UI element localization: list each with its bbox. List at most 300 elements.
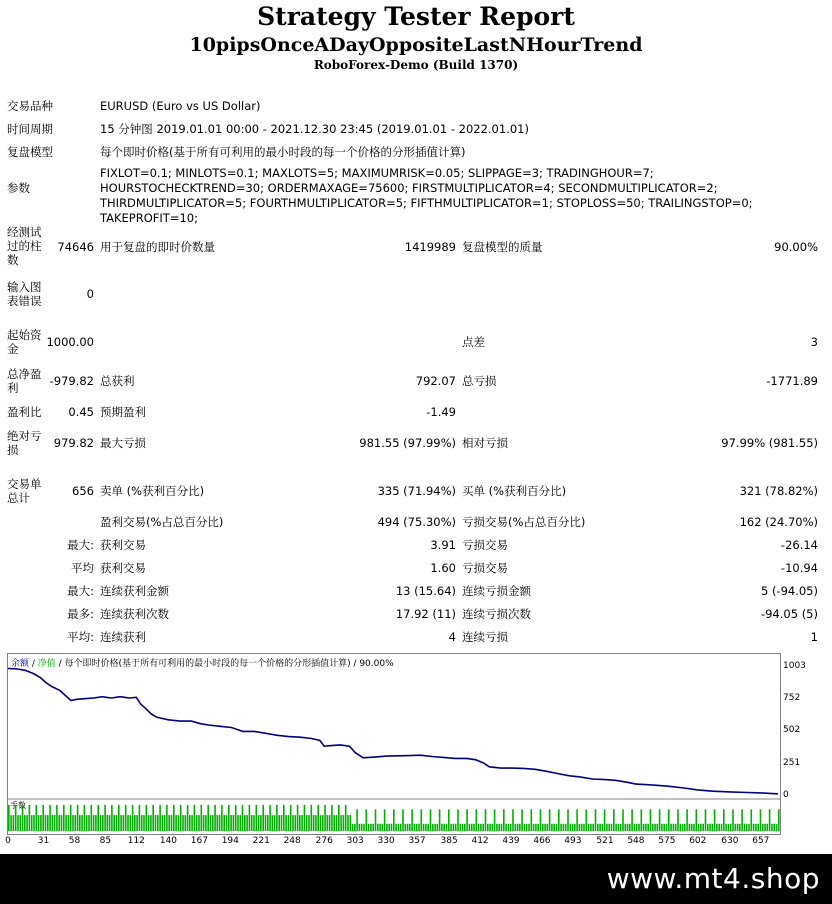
lots-bar	[638, 824, 640, 831]
lots-bar	[91, 805, 93, 831]
lots-bar	[178, 815, 180, 831]
most-prefix: 最多:	[67, 607, 94, 621]
lots-bar	[288, 815, 290, 831]
lots-bar	[448, 809, 450, 831]
lots-bar	[581, 824, 583, 831]
lots-bar	[262, 805, 264, 831]
lots-bar	[659, 809, 661, 831]
lots-bar	[496, 824, 498, 831]
lots-bar	[460, 824, 462, 831]
lots-bar	[629, 824, 631, 831]
lots-bar	[251, 815, 253, 831]
lots-bar	[700, 824, 702, 831]
lots-bar	[411, 809, 413, 831]
lots-bar	[95, 815, 97, 831]
lots-bar	[127, 815, 129, 831]
lots-bar	[572, 824, 574, 831]
lots-bar	[375, 809, 377, 831]
long-label: 买单 (%获利百分比)	[462, 484, 567, 498]
lots-bar	[134, 815, 136, 831]
lots-bar	[49, 805, 51, 831]
lots-bar	[503, 809, 505, 831]
lots-bar	[705, 809, 707, 831]
expert-name: 10pipsOnceADayOppositeLastNHourTrend	[189, 34, 643, 56]
most-consec-win-value: 17.92 (11)	[395, 607, 456, 621]
lots-bar	[698, 824, 700, 831]
lots-bars	[8, 805, 780, 831]
symbol-value: EURUSD (Euro vs US Dollar)	[100, 99, 261, 113]
lots-bar	[592, 824, 594, 831]
lots-bar	[93, 815, 95, 831]
lots-bar	[737, 824, 739, 831]
lots-bar	[558, 809, 560, 831]
lots-bar	[625, 824, 627, 831]
lots-bar	[29, 805, 31, 831]
lots-bar	[56, 805, 58, 831]
lots-bar	[714, 809, 716, 831]
lots-bar	[556, 824, 558, 831]
lots-bar	[265, 815, 267, 831]
lots-bar	[579, 824, 581, 831]
lots-bar	[670, 824, 672, 831]
lots-bar	[597, 824, 599, 831]
lots-bar	[24, 815, 26, 831]
lots-bar	[237, 815, 239, 831]
lots-bar	[331, 805, 333, 831]
lots-bar	[26, 815, 28, 831]
lots-bar	[20, 815, 22, 831]
lots-bar	[356, 809, 358, 831]
spread-value: 3	[810, 335, 818, 349]
lots-bar	[386, 824, 388, 831]
lots-bar	[42, 805, 44, 831]
win-value: 494 (75.30%)	[377, 515, 456, 529]
lots-bar	[492, 824, 494, 831]
lots-bar	[677, 809, 679, 831]
ticks-value: 1419989	[404, 240, 456, 254]
x-tick-label: 548	[627, 836, 645, 846]
lots-bar	[187, 805, 189, 831]
abs-dd-value: 979.82	[53, 436, 94, 450]
lots-bar	[17, 815, 19, 831]
lots-bar	[553, 824, 555, 831]
lots-bar	[320, 815, 322, 831]
x-tick-label: 602	[689, 836, 707, 846]
largest-prefix: 最大:	[67, 538, 94, 552]
avg-prefix: 平均	[71, 561, 94, 575]
lots-bar	[521, 809, 523, 831]
deposit-value: 1000.00	[46, 335, 94, 349]
lots-bar	[372, 824, 374, 831]
most-consec-loss-value: -94.05 (5)	[760, 607, 818, 621]
lots-bar	[414, 824, 416, 831]
lots-bar	[446, 824, 448, 831]
lots-bar	[636, 824, 638, 831]
pf-value: 0.45	[68, 405, 94, 419]
legend-balance: 余额	[11, 659, 30, 669]
lots-bar	[150, 815, 152, 831]
lots-bar	[716, 824, 718, 831]
lots-bar	[354, 824, 356, 831]
lots-bar	[599, 824, 601, 831]
bars-value: 74646	[57, 240, 94, 254]
lots-bar	[462, 824, 464, 831]
lots-bar	[455, 824, 457, 831]
lots-bar	[583, 824, 585, 831]
lots-bar	[744, 824, 746, 831]
lots-bar	[292, 815, 294, 831]
lots-bar	[377, 824, 379, 831]
lots-bar	[65, 815, 67, 831]
lots-bar	[329, 815, 331, 831]
lots-bar	[315, 815, 317, 831]
lots-bar	[180, 805, 182, 831]
lots-bar	[47, 815, 49, 831]
mismatch-value: 0	[86, 287, 94, 301]
lots-bar	[361, 824, 363, 831]
lots-bar	[487, 824, 489, 831]
lots-bar	[256, 805, 258, 831]
lots-bar	[631, 809, 633, 831]
lots-bar	[276, 805, 278, 831]
lots-bar	[718, 824, 720, 831]
lots-bar	[221, 805, 223, 831]
lots-bar	[533, 824, 535, 831]
lots-bar	[673, 824, 675, 831]
lots-bar	[771, 824, 773, 831]
lots-bar	[75, 815, 77, 831]
max-dd-value: 981.55 (97.99%)	[359, 436, 456, 450]
lots-bar	[240, 815, 242, 831]
lots-bar	[194, 805, 196, 831]
lots-bar	[778, 809, 780, 831]
lots-bar	[613, 809, 615, 831]
lots-bar	[748, 824, 750, 831]
lots-bar	[645, 824, 647, 831]
lots-bar	[439, 809, 441, 831]
lots-bar	[643, 824, 645, 831]
lots-bar	[650, 809, 652, 831]
lots-bar	[196, 815, 198, 831]
x-tick-label: 167	[190, 836, 208, 846]
max-consec-loss-label: 连续亏损金额	[462, 584, 531, 598]
lots-bar	[469, 824, 471, 831]
gross-loss-value: -1771.89	[766, 374, 818, 388]
lots-bar	[226, 815, 228, 831]
lots-bar	[159, 805, 161, 831]
lots-bar	[405, 824, 407, 831]
lots-bar	[661, 824, 663, 831]
lots-bar	[485, 809, 487, 831]
lots-bar	[297, 805, 299, 831]
lots-bar	[586, 809, 588, 831]
lots-bar	[441, 824, 443, 831]
lots-bar	[324, 805, 326, 831]
lots-bar	[515, 824, 517, 831]
y-tick-label: 752	[783, 693, 801, 704]
lots-bar	[769, 809, 771, 831]
loss-value: 162 (24.70%)	[739, 515, 818, 529]
avg-loss-label: 亏损交易	[462, 561, 508, 575]
lots-bar	[757, 824, 759, 831]
lots-bar	[480, 824, 482, 831]
lots-bar	[437, 824, 439, 831]
lots-bar	[423, 824, 425, 831]
lots-bar	[269, 805, 271, 831]
lots-bar	[70, 805, 72, 831]
lots-bar	[611, 824, 613, 831]
lots-bar	[132, 805, 134, 831]
lots-bar	[278, 815, 280, 831]
lots-bar	[81, 815, 83, 831]
lots-bar	[162, 815, 164, 831]
lots-bar	[549, 809, 551, 831]
lots-bar	[680, 824, 682, 831]
lots-bar	[382, 824, 384, 831]
lots-bar	[219, 815, 221, 831]
lots-bar	[322, 815, 324, 831]
lots-bar	[299, 815, 301, 831]
lots-bar	[684, 824, 686, 831]
lots-bar	[88, 815, 90, 831]
lots-bar	[317, 805, 319, 831]
lots-bar	[517, 824, 519, 831]
lots-bar	[393, 809, 395, 831]
lots-bar	[58, 815, 60, 831]
lots-bar	[120, 815, 122, 831]
lots-bar	[478, 824, 480, 831]
lots-bar	[730, 824, 732, 831]
lots-bar	[198, 815, 200, 831]
lots-bar	[588, 824, 590, 831]
lots-bar	[340, 815, 342, 831]
lots-bar	[508, 824, 510, 831]
lots-bar	[604, 809, 606, 831]
lots-bar	[283, 805, 285, 831]
lots-bar	[201, 805, 203, 831]
model-value: 每个即时价格(基于所有可利用的最小时段的每一个价格的分形插值计算)	[100, 145, 466, 159]
x-tick-label: 303	[346, 836, 364, 846]
lots-bar	[352, 824, 354, 831]
lots-bar	[84, 805, 86, 831]
lots-bar	[370, 824, 372, 831]
avg-consec-prefix: 平均:	[67, 630, 94, 644]
lots-bar	[606, 824, 608, 831]
lots-bar	[152, 805, 154, 831]
y-tick-label: 1003	[783, 661, 806, 671]
lots-bar	[157, 815, 159, 831]
lots-bar	[38, 815, 40, 831]
lots-bar	[207, 805, 209, 831]
lots-bar	[333, 815, 335, 831]
x-tick-label: 630	[721, 836, 739, 846]
balance-chart-svg	[8, 654, 780, 834]
lots-bar	[102, 815, 104, 831]
lots-bar	[33, 815, 35, 831]
largest-win-value: 3.91	[430, 538, 456, 552]
short-value: 335 (71.94%)	[377, 484, 456, 498]
lots-bar	[336, 815, 338, 831]
lots-bar	[77, 805, 79, 831]
lots-bar	[416, 824, 418, 831]
legend-equity: 净值	[37, 659, 56, 669]
lots-bar	[86, 815, 88, 831]
lots-bar	[524, 824, 526, 831]
lots-bar	[311, 805, 313, 831]
largest-loss-value: -26.14	[780, 538, 818, 552]
lots-bar	[253, 815, 255, 831]
lots-bar	[125, 805, 127, 831]
footer-bar	[0, 854, 832, 904]
x-tick-label: 248	[283, 836, 301, 846]
lots-bar	[537, 824, 539, 831]
lots-bar	[214, 805, 216, 831]
lots-bar	[146, 805, 148, 831]
lots-bar	[368, 824, 370, 831]
bars-label: 经测试过的柱数	[7, 225, 42, 267]
lots-bar	[242, 805, 244, 831]
trades-value: 656	[72, 484, 94, 498]
avg-win-label: 获利交易	[100, 561, 146, 575]
lots-bar	[191, 815, 193, 831]
lots-bar	[100, 815, 102, 831]
max-consec-loss-value: 5 (-94.05)	[760, 584, 818, 598]
lots-bar	[425, 824, 427, 831]
y-tick-label: 502	[783, 725, 801, 736]
lots-bar	[260, 815, 262, 831]
lots-bar	[109, 815, 111, 831]
lots-bar	[590, 824, 592, 831]
x-tick-label: 330	[377, 836, 395, 846]
lots-bar	[618, 824, 620, 831]
lots-bar	[432, 824, 434, 831]
most-consec-loss-label: 连续亏损次数	[462, 607, 531, 621]
abs-dd-label: 绝对亏损	[7, 429, 42, 457]
lots-bar	[301, 815, 303, 831]
lots-bar	[739, 824, 741, 831]
lots-bar	[10, 815, 12, 831]
lots-bar	[212, 815, 214, 831]
lots-bar	[443, 824, 445, 831]
lots-bar	[691, 824, 693, 831]
lots-bar	[634, 824, 636, 831]
most-consec-win-label: 连续获利次数	[100, 607, 169, 621]
lots-bar	[189, 815, 191, 831]
x-tick-label: 221	[252, 836, 270, 846]
quality-label: 复盘模型的质量	[462, 240, 543, 254]
y-tick-label: 251	[783, 757, 801, 768]
lots-bar	[104, 805, 106, 831]
lots-bar	[712, 824, 714, 831]
lots-bar	[54, 815, 56, 831]
lots-bar	[175, 815, 177, 831]
lots-bar	[725, 824, 727, 831]
lots-bar	[233, 815, 235, 831]
lots-bar	[620, 824, 622, 831]
lots-bar	[13, 815, 15, 831]
lots-bar	[118, 805, 120, 831]
lots-bar	[366, 809, 368, 831]
lots-bar	[223, 815, 225, 831]
lots-bar	[182, 815, 184, 831]
lots-bar	[498, 824, 500, 831]
payoff-value: -1.49	[426, 405, 456, 419]
lots-bar	[547, 824, 549, 831]
lots-bar	[675, 824, 677, 831]
lots-bar	[111, 805, 113, 831]
lots-bar	[327, 815, 329, 831]
lots-bar	[139, 805, 141, 831]
max-dd-label: 最大亏损	[100, 436, 146, 450]
x-tick-label: 493	[564, 836, 582, 846]
lots-bar	[384, 809, 386, 831]
lots-bar	[657, 824, 659, 831]
lots-bar	[741, 809, 743, 831]
balance-chart	[7, 653, 781, 835]
lots-bar	[702, 824, 704, 831]
lots-bar	[505, 824, 507, 831]
x-tick-label: 194	[221, 836, 239, 846]
lots-bar	[654, 824, 656, 831]
avg-consec-win-value: 4	[448, 630, 456, 644]
lots-bar	[608, 824, 610, 831]
lots-bar	[751, 809, 753, 831]
lots-bar	[350, 815, 352, 831]
lots-bar	[526, 824, 528, 831]
lots-bar	[641, 809, 643, 831]
lots-bar	[512, 809, 514, 831]
lots-bar	[267, 815, 269, 831]
lots-bar	[531, 809, 533, 831]
lots-bar	[595, 809, 597, 831]
net-value: -979.82	[49, 374, 94, 388]
avg-consec-loss-label: 连续亏损	[462, 630, 508, 644]
lots-bar	[563, 824, 565, 831]
lots-bar	[130, 815, 132, 831]
lots-bar	[345, 805, 347, 831]
lots-bar	[203, 815, 205, 831]
params-value: FIXLOT=0.1; MINLOTS=0.1; MAXLOTS=5; MAXIMUMRISK=0.05; SLIPPAGE=3; TRADINGHOUR=7; HOURSTOCHECKTREND=30; ORDERMAXAGE=75600; FIRSTMULTIPLICATOR=4; SECONDMULTIPLICATOR=2; THIRDMULTIPLICATOR=5; FOURTHMULTIPLICATOR=5; FIFTHMULTIPLICATOR=1; STOPLOSS=50; TRAILINGSTOP=0; TAKEPROFIT=10;	[100, 166, 753, 225]
lots-bar	[464, 824, 466, 831]
x-tick-label: 276	[315, 836, 333, 846]
lots-bar	[308, 815, 310, 831]
lots-bar	[391, 824, 393, 831]
net-label: 总净盈利	[7, 367, 42, 395]
lots-bar	[398, 824, 400, 831]
lots-bar	[622, 809, 624, 831]
lots-bar	[418, 824, 420, 831]
lots-bar	[148, 815, 150, 831]
lots-bar	[166, 805, 168, 831]
x-tick-label: 0	[5, 836, 11, 846]
lots-bar	[421, 809, 423, 831]
lots-bar	[709, 824, 711, 831]
lots-bar	[682, 824, 684, 831]
lots-bar	[696, 809, 698, 831]
lots-bar	[409, 824, 411, 831]
rel-dd-label: 相对亏损	[462, 436, 508, 450]
lots-bar	[400, 824, 402, 831]
lots-bar	[258, 815, 260, 831]
lots-bar	[773, 824, 775, 831]
lots-bar	[760, 809, 762, 831]
max-consec-win-label: 连续获利金额	[100, 584, 169, 598]
params-label: 参数	[7, 181, 30, 195]
legend-description: / 每个即时价格(基于所有可利用的最小时段的每一个价格的分形插值计算) / 90.00%	[55, 659, 394, 669]
lots-bar	[519, 824, 521, 831]
lots-bar	[274, 815, 276, 831]
lots-bar	[113, 815, 115, 831]
